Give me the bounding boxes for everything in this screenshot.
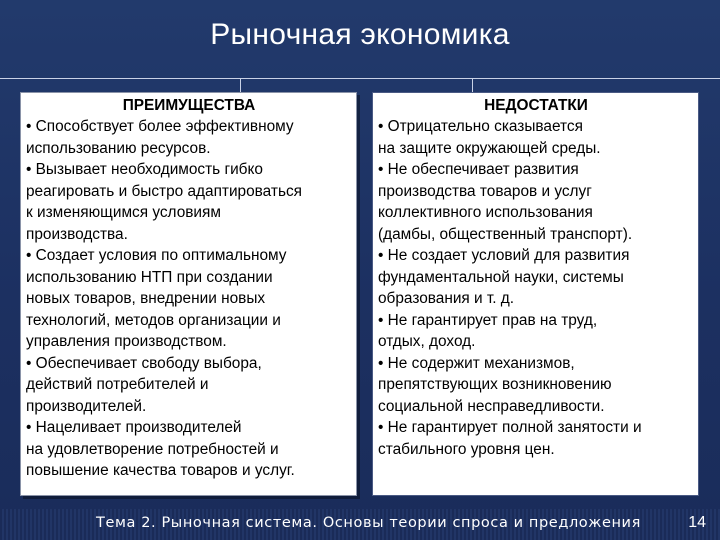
page-number: 14: [688, 514, 706, 531]
disadvantages-text: • Отрицательно сказывается на защите окружающей среды. • Не обеспечивает развития производства товаров и услуг коллективного использования (дамбы, общественный транспорт). • Не создает условий для развития фундаментальной науки, системы образования и т. д. • Не гарантирует прав на труд, отдых, доход. • Не содержит механизмов, препятствующих возникновению социальной несправедливости. • Не гарантирует полной занятости и стабильного уровня цен.: [378, 118, 642, 458]
disadvantages-heading: НЕДОСТАТКИ: [484, 97, 588, 114]
title-divider: [0, 78, 720, 79]
advantages-heading: ПРЕИМУЩЕСТВА: [122, 97, 256, 114]
footer-topic: Тема 2. Рыночная система. Основы теории спроса и предложения: [96, 515, 641, 531]
advantages-panel: [20, 92, 357, 496]
disadvantages-panel: [372, 92, 699, 496]
divider-tick-left: [240, 78, 241, 92]
slide-title: Рыночная экономика: [210, 18, 510, 51]
divider-tick-right: [472, 78, 473, 92]
advantages-text: • Способствует более эффективному использованию ресурсов. • Вызывает необходимость гибко реагировать и быстро адаптироваться к изменяющимся условиям производства. • Создает условия по оптимальному использованию НТП при создании новых товаров, внедрении новых технологий, методов организации и управления производством. • Обеспечивает свободу выбора, действий потребителей и производителей. • Нацеливает производителей на удовлетворение потребностей и повышение качества товаров и услуг.: [26, 118, 302, 479]
